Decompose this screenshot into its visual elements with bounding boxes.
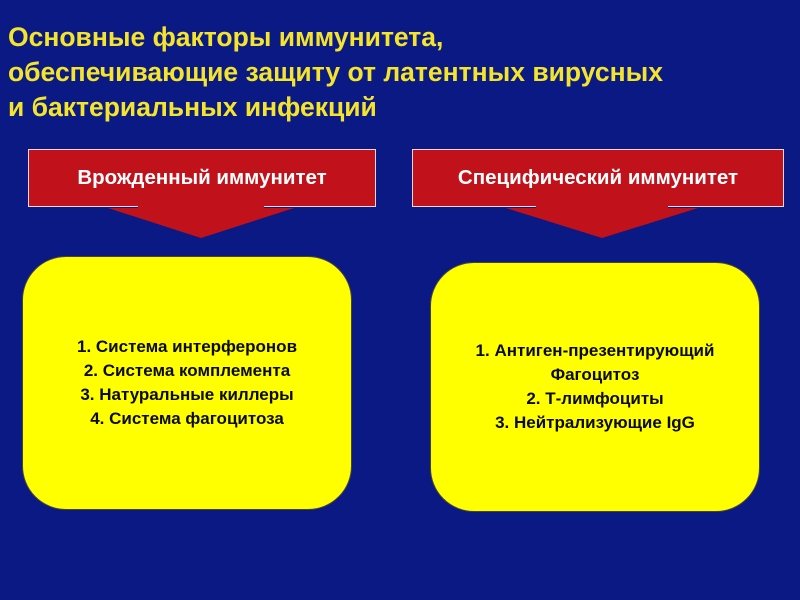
list-item: 3. Натуральные киллеры bbox=[80, 385, 294, 404]
title-line-2: обеспечивающие защиту от латентных вирусных bbox=[8, 57, 663, 87]
innate-immunity-header-label: Врожденный иммунитет bbox=[77, 166, 327, 189]
innate-immunity-list bbox=[22, 256, 352, 510]
slide-title bbox=[8, 20, 798, 125]
list-item: Фагоцитоз bbox=[550, 365, 640, 384]
innate-immunity-header bbox=[28, 149, 376, 207]
title-line-1: Основные факторы иммунитета, bbox=[8, 22, 444, 52]
list-item: 1. Система интерферонов bbox=[76, 337, 298, 356]
list-item: 2. Система комплемента bbox=[83, 361, 291, 380]
down-arrow-icon bbox=[506, 206, 698, 238]
specific-immunity-list bbox=[430, 262, 760, 512]
title-line-3: и бактериальных инфекций bbox=[8, 92, 377, 122]
specific-immunity-header bbox=[412, 149, 784, 207]
list-item: 4. Система фагоцитоза bbox=[90, 409, 284, 428]
list-item: 3. Нейтрализующие IgG bbox=[495, 413, 695, 432]
list-item: 2. Т-лимфоциты bbox=[526, 389, 664, 408]
list-item: 1. Антиген-презентирующий bbox=[475, 341, 715, 360]
down-arrow-icon bbox=[108, 206, 294, 238]
specific-immunity-header-label: Специфический иммунитет bbox=[457, 166, 739, 189]
